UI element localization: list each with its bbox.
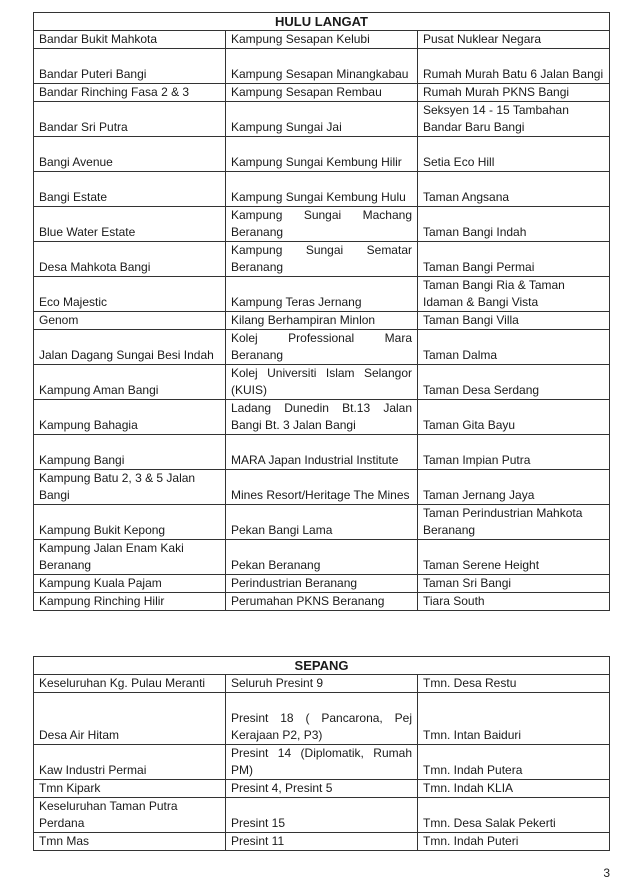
table-cell: Kilang Berhampiran Minlon [226, 312, 418, 330]
table-cell: Keseluruhan Kg. Pulau Meranti [34, 675, 226, 693]
table-cell: Kampung Bahagia [34, 400, 226, 435]
table-cell: Taman Dalma [418, 330, 610, 365]
table-cell: Taman Impian Putra [418, 435, 610, 470]
table-cell: Tmn. Desa Restu [418, 675, 610, 693]
hulu-langat-header-row [34, 13, 610, 31]
table-row [34, 780, 610, 798]
table-cell: Kampung Kuala Pajam [34, 575, 226, 593]
table-cell: Taman Bangi Permai [418, 242, 610, 277]
table-cell: Kampung Sungai Jai [226, 102, 418, 137]
table-cell: Tmn. Intan Baiduri [418, 693, 610, 745]
table-cell: Kampung Aman Bangi [34, 365, 226, 400]
table-cell: Rumah Murah PKNS Bangi [418, 84, 610, 102]
table-row [34, 833, 610, 851]
table-cell: Rumah Murah Batu 6 Jalan Bangi [418, 49, 610, 84]
table-cell: Kampung Sungai Kembung Hilir [226, 137, 418, 172]
table-row [34, 470, 610, 505]
table-row [34, 207, 610, 242]
table-cell: Tmn Kipark [34, 780, 226, 798]
table-cell: Jalan Dagang Sungai Besi Indah [34, 330, 226, 365]
table-cell: Setia Eco Hill [418, 137, 610, 172]
table-row [34, 49, 610, 84]
table-cell: Taman Sri Bangi [418, 575, 610, 593]
table-row [34, 102, 610, 137]
table-cell: Bandar Puteri Bangi [34, 49, 226, 84]
table-cell: Taman Perindustrian Mahkota Beranang [418, 505, 610, 540]
table-cell: Seksyen 14 - 15 Tambahan Bandar Baru Bangi [418, 102, 610, 137]
sepang-header-row [34, 657, 610, 675]
table-cell: Taman Bangi Villa [418, 312, 610, 330]
table-cell: Tmn. Desa Salak Pekerti [418, 798, 610, 833]
table-row [34, 312, 610, 330]
table-cell: Kaw Industri Permai [34, 745, 226, 780]
table-cell: Bandar Sri Putra [34, 102, 226, 137]
table-cell: Kampung Sesapan Rembau [226, 84, 418, 102]
table-cell: Tmn. Indah Putera [418, 745, 610, 780]
table-row [34, 31, 610, 49]
table-cell: Taman Serene Height [418, 540, 610, 575]
table-cell: Eco Majestic [34, 277, 226, 312]
table-cell: Kampung Sesapan Minangkabau [226, 49, 418, 84]
table-cell: Mines Resort/Heritage The Mines [226, 470, 418, 505]
sepang-table [33, 656, 610, 851]
hulu-langat-table [33, 12, 610, 611]
table-cell: Perindustrian Beranang [226, 575, 418, 593]
table-row [34, 540, 610, 575]
table-cell: Kampung Sungai Machang Beranang [226, 207, 418, 242]
table-cell: Tmn Mas [34, 833, 226, 851]
table-row [34, 675, 610, 693]
table-row [34, 172, 610, 207]
table-cell: Presint 18 ( Pancarona, Pej Kerajaan P2, P3) [226, 693, 418, 745]
table-cell: Kampung Sungai Kembung Hulu [226, 172, 418, 207]
table-cell: Kampung Bukit Kepong [34, 505, 226, 540]
table-cell: Bangi Avenue [34, 137, 226, 172]
table-cell: Kolej Professional Mara Beranang [226, 330, 418, 365]
table-row [34, 798, 610, 833]
table-row [34, 277, 610, 312]
table-row [34, 745, 610, 780]
table-cell: Desa Air Hitam [34, 693, 226, 745]
table-cell: Presint 14 (Diplomatik, Rumah PM) [226, 745, 418, 780]
table-cell: Perumahan PKNS Beranang [226, 593, 418, 611]
table-cell: Pekan Bangi Lama [226, 505, 418, 540]
table-cell: Seluruh Presint 9 [226, 675, 418, 693]
table-cell: Genom [34, 312, 226, 330]
table-row [34, 435, 610, 470]
table-cell: Taman Desa Serdang [418, 365, 610, 400]
table-row [34, 84, 610, 102]
table-cell: Taman Angsana [418, 172, 610, 207]
table-cell: Taman Jernang Jaya [418, 470, 610, 505]
table-cell: Presint 11 [226, 833, 418, 851]
table-cell: Pusat Nuklear Negara [418, 31, 610, 49]
table-cell: Blue Water Estate [34, 207, 226, 242]
hulu-langat-title: HULU LANGAT [34, 13, 610, 31]
table-cell: Tmn. Indah KLIA [418, 780, 610, 798]
table-row [34, 593, 610, 611]
table-cell: Kampung Rinching Hilir [34, 593, 226, 611]
table-row [34, 400, 610, 435]
table-cell: Taman Gita Bayu [418, 400, 610, 435]
table-cell: MARA Japan Industrial Institute [226, 435, 418, 470]
table-cell: Taman Bangi Ria & Taman Idaman & Bangi Vista [418, 277, 610, 312]
table-row [34, 575, 610, 593]
table-cell: Tiara South [418, 593, 610, 611]
table-cell: Kampung Jalan Enam Kaki Beranang [34, 540, 226, 575]
table-row [34, 505, 610, 540]
sepang-title: SEPANG [34, 657, 610, 675]
page-number: 3 [603, 866, 610, 880]
table-row [34, 137, 610, 172]
table-cell: Tmn. Indah Puteri [418, 833, 610, 851]
table-cell: Kampung Sungai Sematar Beranang [226, 242, 418, 277]
table-cell: Kampung Batu 2, 3 & 5 Jalan Bangi [34, 470, 226, 505]
table-row [34, 242, 610, 277]
table-cell: Kampung Teras Jernang [226, 277, 418, 312]
table-cell: Kampung Bangi [34, 435, 226, 470]
table-cell: Kolej Universiti Islam Selangor (KUIS) [226, 365, 418, 400]
table-cell: Bandar Bukit Mahkota [34, 31, 226, 49]
table-cell: Ladang Dunedin Bt.13 Jalan Bangi Bt. 3 Jalan Bangi [226, 400, 418, 435]
table-cell: Pekan Beranang [226, 540, 418, 575]
table-row [34, 365, 610, 400]
table-row [34, 693, 610, 745]
table-cell: Kampung Sesapan Kelubi [226, 31, 418, 49]
table-cell: Bandar Rinching Fasa 2 & 3 [34, 84, 226, 102]
table-cell: Keseluruhan Taman Putra Perdana [34, 798, 226, 833]
table-cell: Desa Mahkota Bangi [34, 242, 226, 277]
table-cell: Taman Bangi Indah [418, 207, 610, 242]
table-cell: Presint 15 [226, 798, 418, 833]
table-cell: Bangi Estate [34, 172, 226, 207]
table-row [34, 330, 610, 365]
table-cell: Presint 4, Presint 5 [226, 780, 418, 798]
